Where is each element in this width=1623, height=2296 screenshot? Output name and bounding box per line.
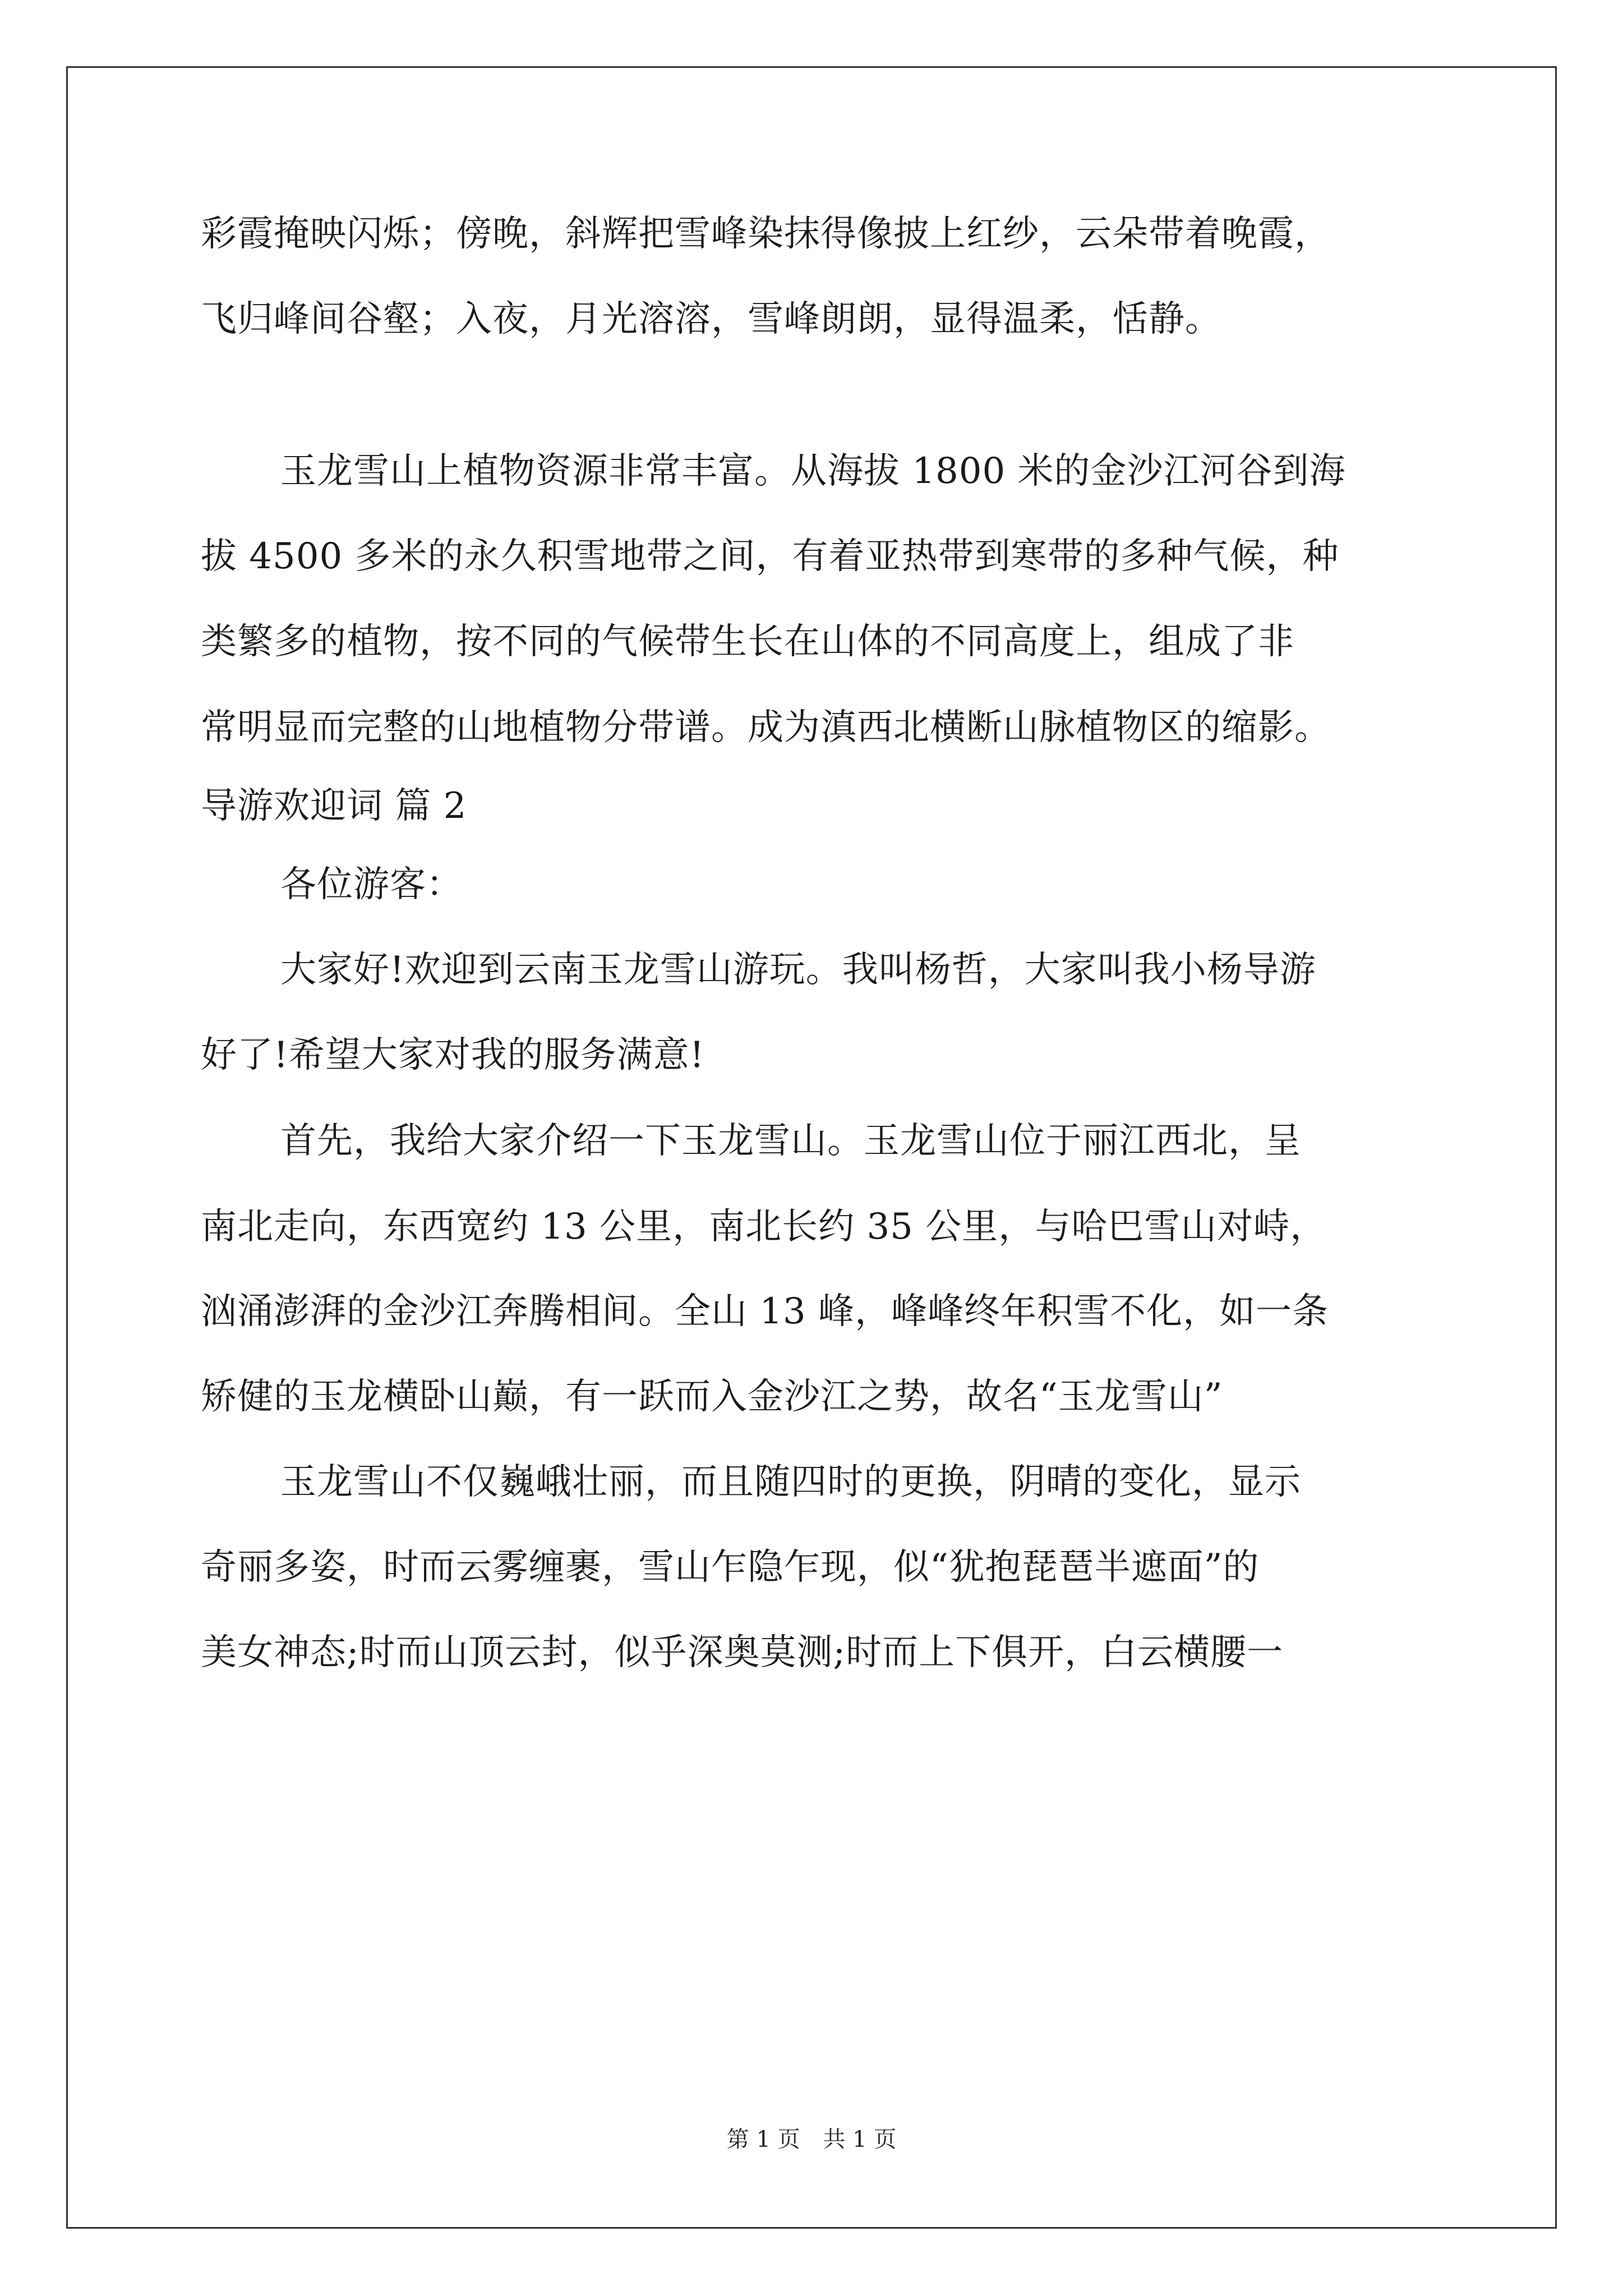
page-number: 第 1 页 — [726, 2127, 800, 2152]
text-line: 各位游客： — [280, 864, 463, 905]
text-line: 飞归峰间谷壑；入夜，月光溶溶，雪峰朗朗，显得温柔，恬静。 — [201, 298, 1221, 340]
text-line: 矫健的玉龙横卧山巅，有一跃而入金沙江之势，故名“玉龙雪山” — [201, 1376, 1223, 1418]
text-line: 汹涌澎湃的金沙江奔腾相间。全山 13 峰，峰峰终年积雪不化，如一条 — [201, 1291, 1329, 1332]
text-line: 常明显而完整的山地植物分带谱。成为滇西北横断山脉植物区的缩影。 — [201, 707, 1331, 748]
text-line: 拔 4500 多米的永久积雪地带之间，有着亚热带到寒带的多种气候，种 — [201, 536, 1339, 577]
text-line: 美女神态;时而山顶云封，似乎深奥莫测;时而上下俱开，白云横腰一 — [201, 1632, 1284, 1673]
text-line: 好了!希望大家对我的服务满意! — [201, 1034, 705, 1076]
text-line: 首先，我给大家介绍一下玉龙雪山。玉龙雪山位于丽江西北，呈 — [280, 1120, 1301, 1162]
text-line: 大家好!欢迎到云南玉龙雪山游玩。我叫杨哲，大家叫我小杨导游 — [280, 949, 1316, 991]
text-line: 玉龙雪山不仅巍峨壮丽，而且随四时的更换，阴晴的变化，显示 — [280, 1461, 1301, 1503]
page-total: 共 1 页 — [823, 2127, 897, 2152]
text-line: 南北走向，东西宽约 13 公里，南北长约 35 公里，与哈巴雪山对峙， — [201, 1206, 1327, 1248]
text-line: 彩霞掩映闪烁；傍晚，斜辉把雪峰染抹得像披上红纱，云朵带着晚霞， — [201, 213, 1331, 255]
text-line: 奇丽多姿，时而云雾缠裹，雪山乍隐乍现，似“犹抱琵琶半遮面”的 — [201, 1547, 1260, 1588]
section-heading: 导游欢迎词 篇 2 — [201, 785, 467, 827]
text-line: 玉龙雪山上植物资源非常丰富。从海拔 1800 米的金沙江河谷到海 — [280, 450, 1346, 492]
text-line: 类繁多的植物，按不同的气候带生长在山体的不同高度上，组成了非 — [201, 621, 1294, 662]
page-footer — [0, 2128, 1623, 2151]
